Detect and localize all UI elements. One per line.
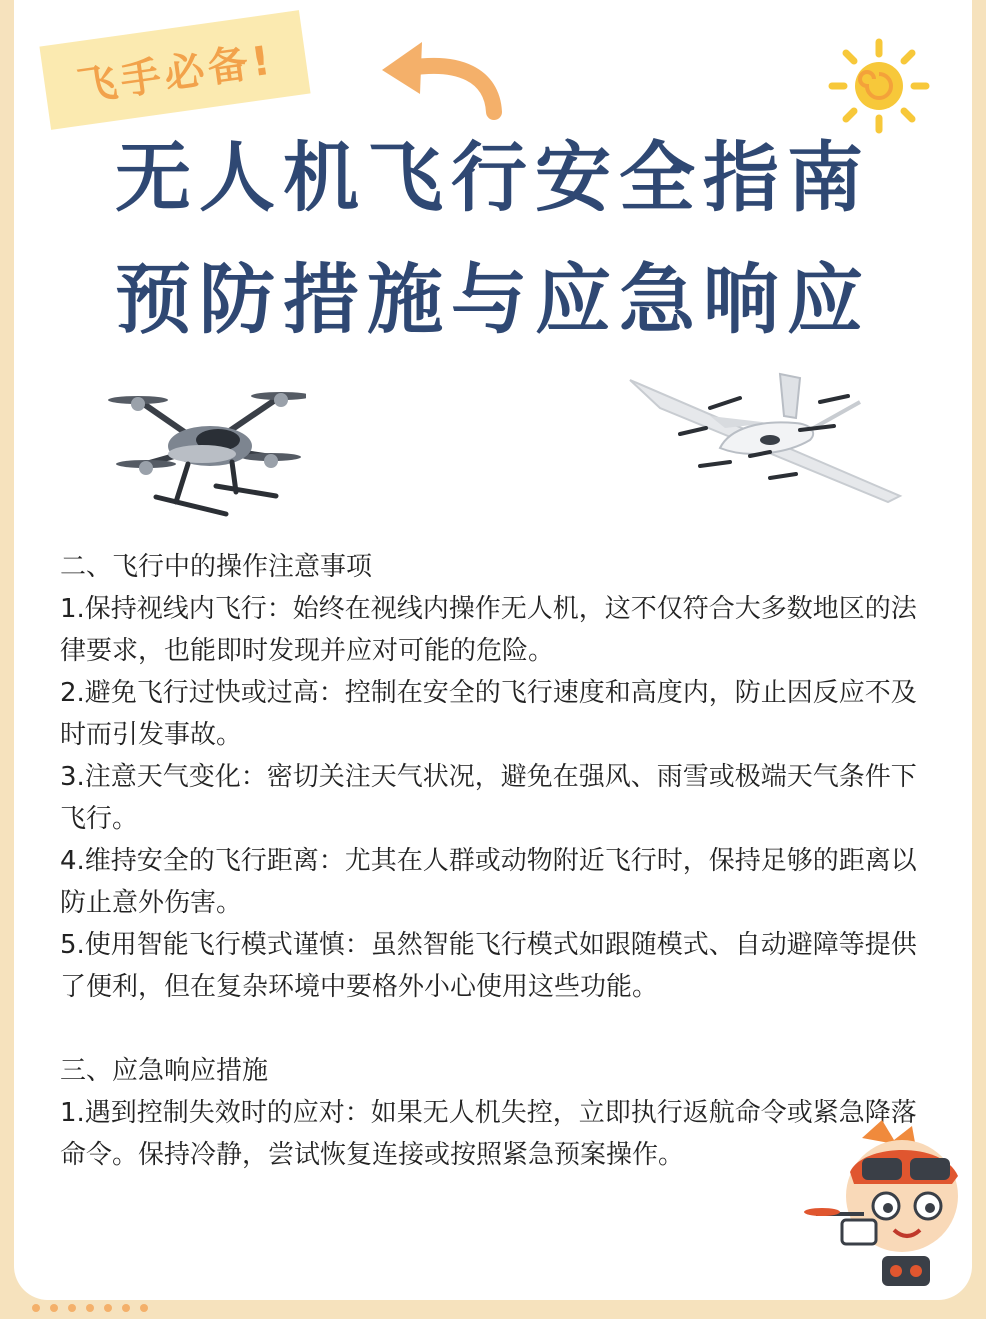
section-heading-emergency: 三、应急响应措施 — [60, 1056, 269, 1086]
list-item: 1.保持视线内飞行：始终在视线内操作无人机，这不仅符合大多数地区的法律要求，也能即时发现并应对可能的危险。 — [60, 594, 917, 666]
list-item: 3.注意天气变化：密切关注天气状况，避免在强风、雨雪或极端天气条件下飞行。 — [60, 762, 917, 834]
list-item: 5.使用智能飞行模式谨慎：虽然智能飞行模式如跟随模式、自动避障等提供了便利，但在复杂环境中要格外小心使用这些功能。 — [60, 930, 917, 1002]
section-heading-flight-ops: 二、飞行中的操作注意事项 — [60, 552, 373, 582]
page-title-line-1: 无人机飞行安全指南 — [115, 133, 871, 222]
page-title-line-2: 预防措施与应急响应 — [115, 255, 871, 344]
section-spacer — [60, 1008, 940, 1050]
curved-arrow-icon — [364, 20, 514, 124]
list-item: 4.维持安全的飞行距离：尤其在人群或动物附近飞行时，保持足够的距离以防止意外伤害。 — [60, 846, 917, 918]
quadcopter-drone-illustration — [106, 372, 306, 526]
cartoon-pilot-mascot-illustration — [802, 1118, 972, 1300]
post-card — [14, 0, 972, 1300]
vtol-fixed-wing-drone-illustration — [620, 368, 910, 512]
decorative-dots — [30, 1300, 430, 1319]
must-have-tag — [39, 10, 310, 130]
tag-text: 飞手必备! — [74, 36, 277, 111]
list-item: 1.遇到控制失效时的应对：如果无人机失控，立即执行返航命令或紧急降落命令。保持冷静，尝试恢复连接或按照紧急预案操作。 — [60, 1098, 917, 1170]
sun-icon — [824, 36, 934, 140]
article-body — [60, 546, 940, 1176]
list-item: 2.避免飞行过快或过高：控制在安全的飞行速度和高度内，防止因反应不及时而引发事故。 — [60, 678, 917, 750]
